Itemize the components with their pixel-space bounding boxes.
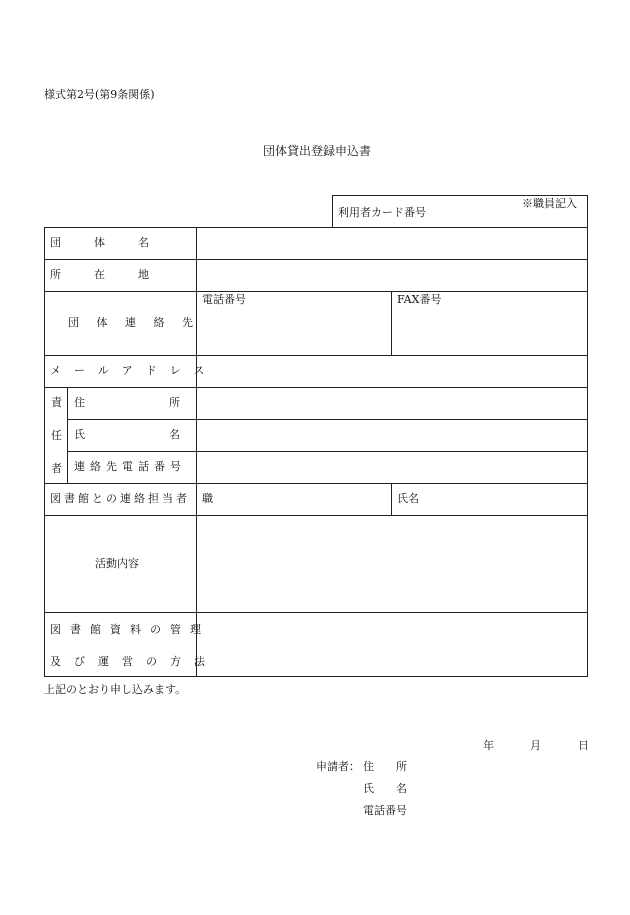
location-label: 所 在 地 — [50, 268, 149, 281]
row-divider — [44, 612, 588, 613]
responsible-char-1: 責 — [51, 396, 62, 409]
column-divider — [67, 387, 68, 483]
column-divider — [196, 227, 197, 677]
management-label-line1: 図書館資料の管理 — [50, 623, 210, 636]
column-divider — [391, 483, 392, 515]
date-month: 月 — [530, 739, 541, 752]
applicant-name-label: 氏 名 — [363, 782, 407, 795]
responsible-char-3: 者 — [51, 462, 62, 475]
row-divider — [67, 419, 588, 420]
date-year: 年 — [483, 739, 494, 752]
staff-use-note: ※職員記入 — [522, 197, 577, 210]
applicant-address-label: 住 所 — [363, 760, 407, 773]
group-name-label: 団 体 名 — [50, 236, 149, 249]
resp-phone-label: 連絡先電話番号 — [74, 460, 186, 473]
activity-label: 活動内容 — [95, 557, 139, 570]
date-day: 日 — [578, 739, 589, 752]
resp-address-label: 住所 — [74, 396, 264, 409]
responsible-char-2: 任 — [51, 429, 62, 442]
form-number: 様式第2号(第9条関係) — [44, 88, 155, 101]
email-label: メールアドレス — [50, 364, 218, 377]
row-divider — [44, 515, 588, 516]
management-label-line2: 及び運営の方法 — [50, 655, 218, 668]
row-divider — [44, 387, 588, 388]
fax-label: FAX番号 — [397, 293, 442, 306]
row-divider — [44, 483, 588, 484]
form-title: 団体貸出登録申込書 — [263, 144, 372, 158]
row-divider — [44, 355, 588, 356]
phone-label: 電話番号 — [202, 293, 246, 306]
row-divider — [44, 291, 588, 292]
row-divider — [67, 451, 588, 452]
library-contact-label: 図書館との連絡担当者 — [50, 492, 190, 505]
resp-name-label: 氏名 — [74, 428, 264, 441]
position-label: 職 — [202, 492, 213, 505]
application-table — [44, 227, 588, 677]
group-contact-label: 団 体 連 絡 先 — [68, 316, 200, 329]
contact-name-label: 氏名 — [397, 492, 419, 505]
applicant-label: 申請者： — [316, 760, 360, 773]
applicant-phone-label: 電話番号 — [363, 804, 407, 817]
column-divider — [391, 291, 392, 355]
confirmation-text: 上記のとおり申し込みます。 — [44, 683, 187, 696]
row-divider — [44, 259, 588, 260]
card-number-label: 利用者カード番号 — [338, 206, 426, 219]
